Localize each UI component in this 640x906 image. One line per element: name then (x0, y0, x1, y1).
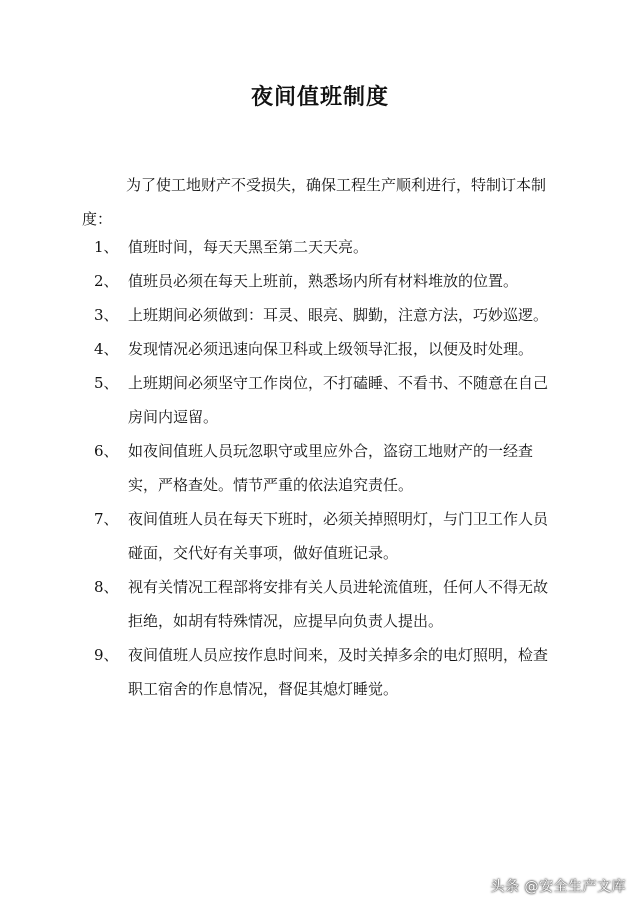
item-text: 值班员必须在每天上班前，熟悉场内所有材料堆放的位置。 (128, 272, 519, 290)
item-text: 发现情况必须迅速向保卫科或上级领导汇报，以便及时处理。 (128, 340, 534, 358)
list-item (94, 502, 560, 570)
item-text: 上班期间必须坚守工作岗位，不打磕睡、不看书、不随意在自己房间内逗留。 (128, 374, 549, 426)
list-item (94, 264, 560, 298)
item-number: 3、 (94, 306, 119, 324)
item-number: 1、 (94, 238, 119, 256)
item-number: 7、 (94, 510, 119, 528)
list-item (94, 366, 560, 434)
list-item (94, 570, 560, 638)
item-text: 视有关情况工程部将安排有关人员进轮流值班，任何人不得无故拒绝，如胡有特殊情况，应提早向负责人提出。 (128, 578, 549, 630)
item-number: 6、 (94, 442, 119, 460)
item-text: 夜间值班人员应按作息时间来，及时关掉多余的电灯照明，检查职工宿舍的作息情况，督促其熄灯睡觉。 (128, 646, 549, 698)
list-item (94, 230, 560, 264)
item-text: 如夜间值班人员玩忽职守或里应外合，盗窃工地财产的一经查实，严格查处。情节严重的依法追究责任。 (128, 442, 534, 494)
list-item (94, 638, 560, 706)
item-number: 4、 (94, 340, 119, 358)
list-item (94, 332, 560, 366)
rules-list (94, 230, 560, 706)
item-text: 上班期间必须做到：耳灵、眼亮、脚勤，注意方法，巧妙巡逻。 (128, 306, 549, 324)
list-item (94, 298, 560, 332)
item-number: 5、 (94, 374, 119, 392)
item-text: 值班时间，每天天黑至第二天天亮。 (128, 238, 369, 256)
intro-paragraph: 为了使工地财产不受损失，确保工程生产顺利进行，特制订本制度： (82, 176, 547, 228)
watermark-text: 头条 @安全生产文库 (490, 879, 626, 895)
item-number: 2、 (94, 272, 119, 290)
item-text: 夜间值班人员在每天下班时，必须关掉照明灯，与门卫工作人员碰面，交代好有关事项，做好值班记录。 (128, 510, 549, 562)
item-number: 8、 (94, 578, 119, 596)
item-number: 9、 (94, 646, 119, 664)
list-item (94, 434, 560, 502)
page-title: 夜间值班制度 (250, 85, 389, 110)
